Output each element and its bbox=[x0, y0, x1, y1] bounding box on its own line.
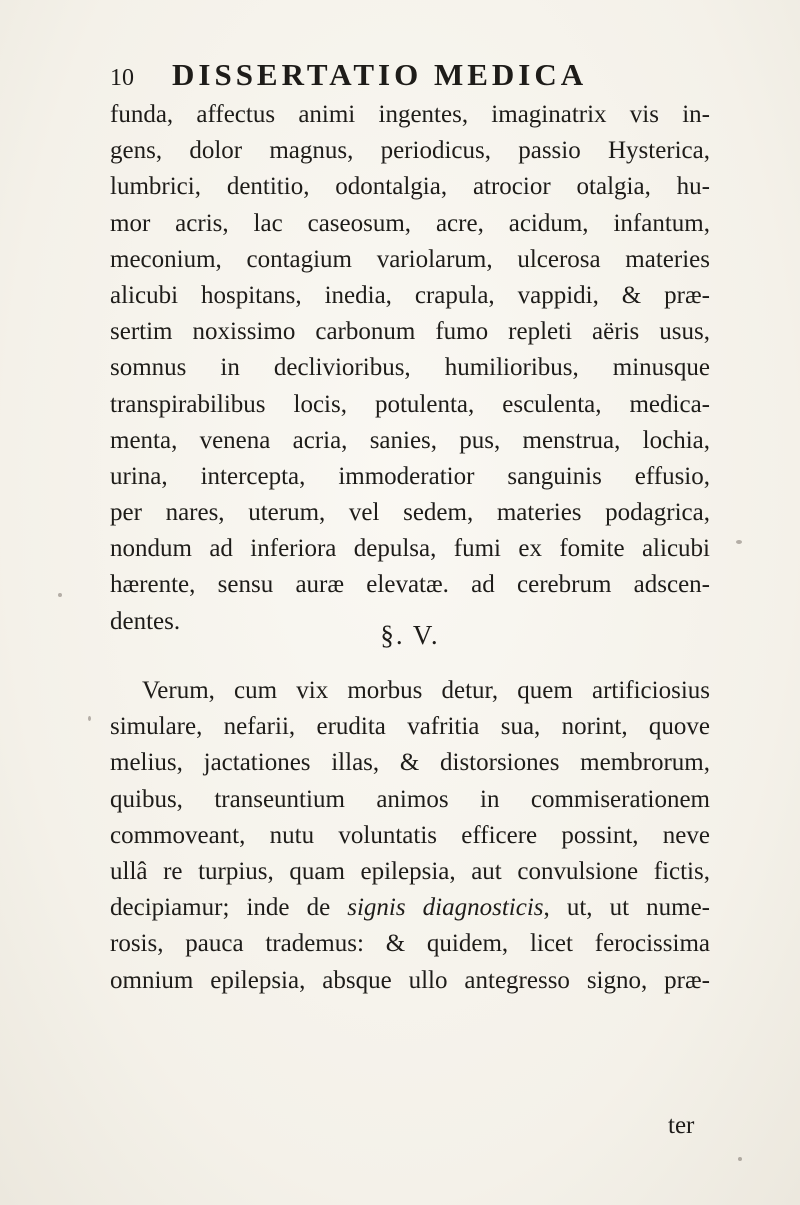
text-line: menta, venena acria, sanies, pus, menstrua, lochia, bbox=[110, 426, 710, 454]
page-header bbox=[110, 55, 710, 95]
paragraph-2 bbox=[110, 673, 710, 999]
text-line: sertim noxissimo carbonum fumo repleti aëris usus, bbox=[110, 318, 710, 346]
text-line: omnium epilepsia, absque ullo antegresso signo, præ- bbox=[110, 966, 710, 994]
text-line-with-italic bbox=[110, 890, 710, 926]
text-line: gens, dolor magnus, periodicus, passio Hysterica, bbox=[110, 137, 710, 165]
ink-speck bbox=[738, 1157, 742, 1161]
text-segment: , ut, ut nume- bbox=[543, 894, 710, 922]
text-line: urina, intercepta, immoderatior sanguinis effusio, bbox=[110, 462, 710, 490]
catchword: ter bbox=[668, 1112, 695, 1139]
text-line: simulare, nefarii, erudita vafritia sua, norint, quove bbox=[110, 713, 710, 741]
text-line: mor acris, lac caseosum, acre, acidum, infantum, bbox=[110, 209, 710, 237]
text-line: funda, affectus animi ingentes, imaginatrix vis in- bbox=[110, 101, 710, 128]
paragraph-1 bbox=[110, 97, 710, 640]
text-line: nondum ad inferiora depulsa, fumi ex fomite alicubi bbox=[110, 535, 710, 563]
italic-phrase: signis diagnosticis bbox=[347, 894, 544, 922]
text-line: somnus in declivioribus, humilioribus, minusque bbox=[110, 354, 710, 382]
text-line: dentes. bbox=[110, 607, 181, 635]
text-line: alicubi hospitans, inedia, crapula, vappidi, & præ- bbox=[110, 281, 710, 309]
section-heading: §. V. bbox=[380, 620, 440, 650]
text-line: quibus, transeuntium animos in commiserationem bbox=[110, 785, 710, 813]
text-line: Verum, cum vix morbus detur, quem artificiosius bbox=[142, 677, 710, 704]
text-line: commoveant, nutu voluntatis efficere possint, neve bbox=[110, 821, 710, 849]
running-title: DISSERTATIO MEDICA bbox=[172, 57, 588, 92]
text-segment: decipiamur; inde de bbox=[110, 894, 348, 922]
text-line: meconium, contagium variolarum, ulcerosa materies bbox=[110, 245, 710, 273]
text-line: per nares, uterum, vel sedem, materies podagrica, bbox=[110, 499, 710, 527]
ink-speck bbox=[736, 540, 742, 544]
page-number: 10 bbox=[110, 65, 134, 91]
text-line: melius, jactationes illas, & distorsiones membrorum, bbox=[110, 749, 710, 777]
ink-speck bbox=[58, 593, 62, 597]
ink-speck bbox=[88, 716, 91, 721]
text-line: transpirabilibus locis, potulenta, esculenta, medica- bbox=[110, 390, 710, 418]
text-line: ullâ re turpius, quam epilepsia, aut convulsione fictis, bbox=[110, 857, 710, 885]
text-line: hærente, sensu auræ elevatæ. ad cerebrum adscen- bbox=[110, 571, 710, 599]
text-line: rosis, pauca trademus: & quidem, licet ferocissima bbox=[110, 930, 710, 958]
text-line: lumbrici, dentitio, odontalgia, atrocior otalgia, hu- bbox=[110, 173, 710, 201]
